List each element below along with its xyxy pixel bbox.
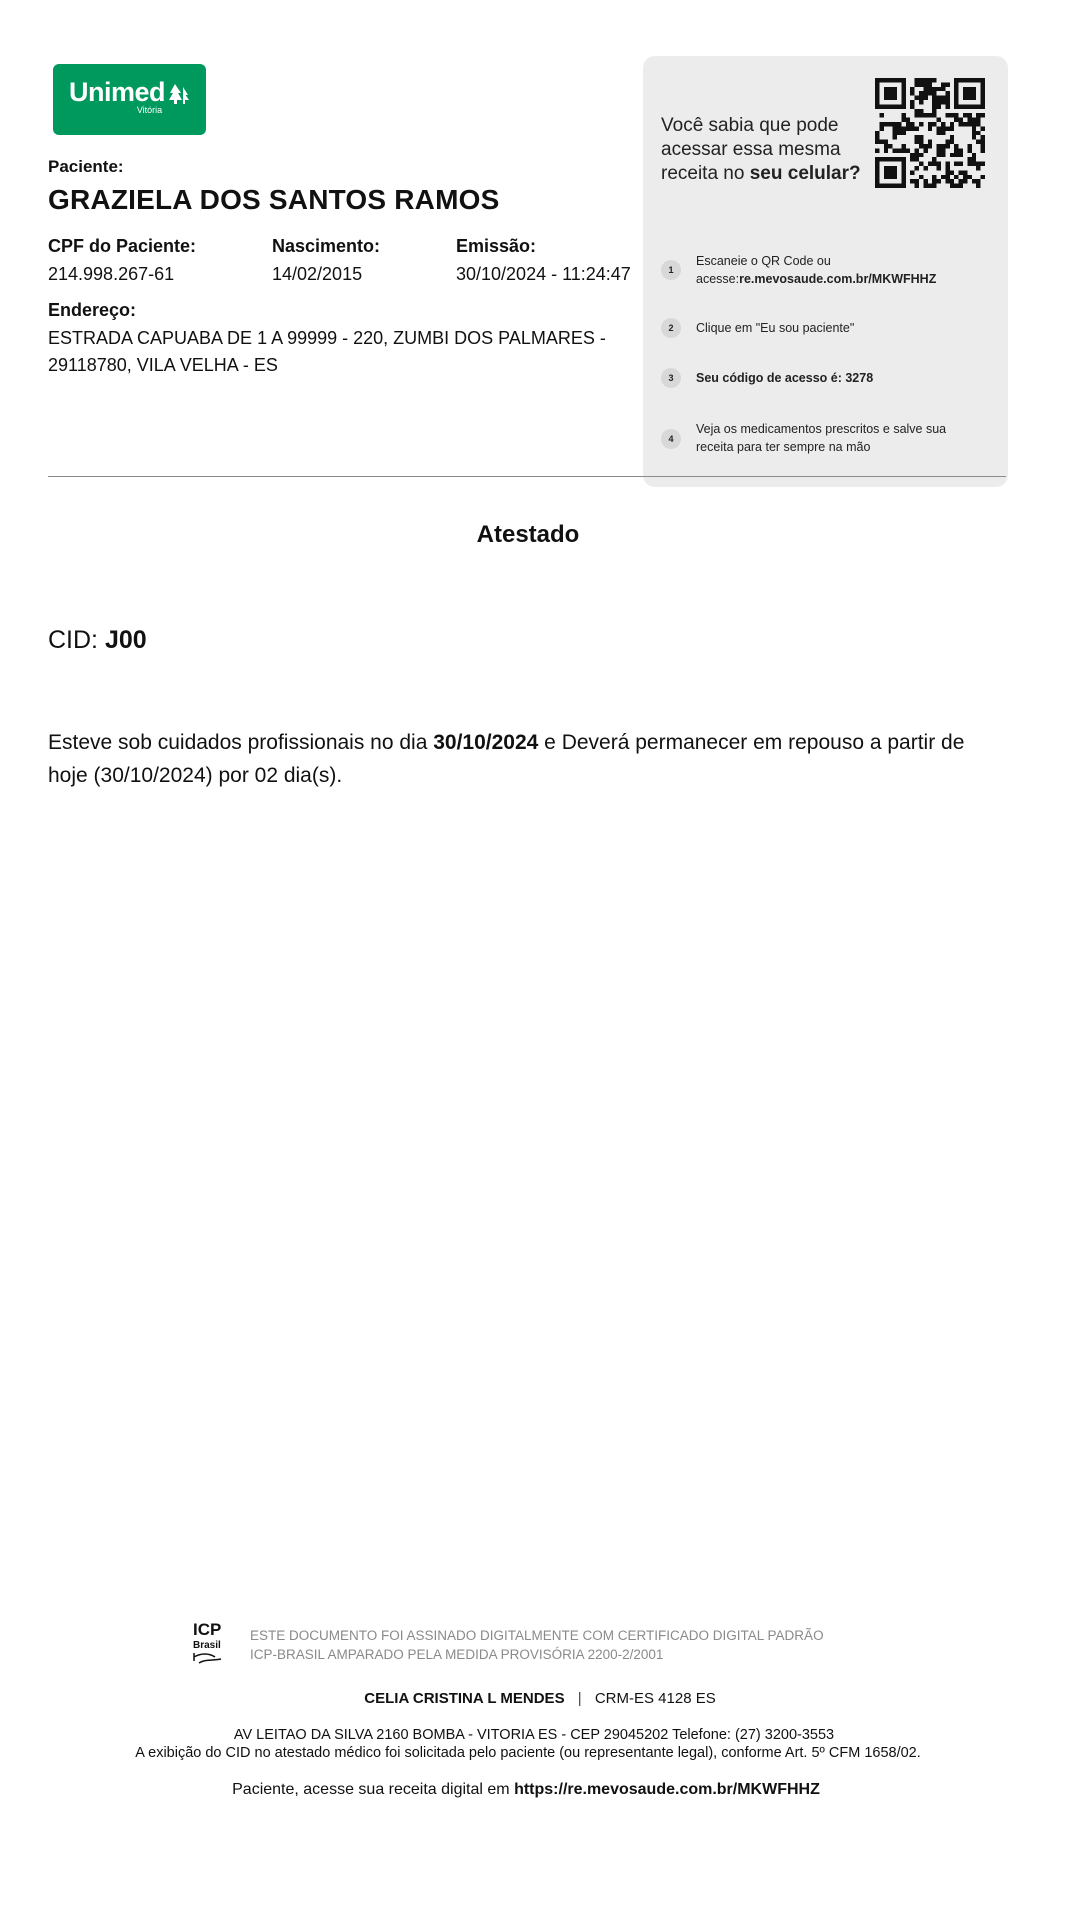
cid-value: J00 [104,626,147,654]
logo-name: Unimed [68,77,165,107]
step-number: 1 [661,260,681,280]
cid-line [48,626,147,655]
cid-label: CID: [48,626,105,654]
birth-label: Nascimento: [272,236,381,256]
patient-name: GRAZIELA DOS SANTOS RAMOS [48,184,500,215]
receipt-url-link[interactable]: https://re.mevosaude.com.br/MKWFHHZ [514,1781,820,1798]
header-divider [48,476,1006,477]
logo-subtitle: Vitória [136,105,163,115]
doctor-crm: CRM-ES 4128 ES [594,1690,716,1707]
address-line-2: 29118780, VILA VELHA - ES [48,355,278,375]
clinic-address: AV LEITAO DA SILVA 2160 BOMBA - VITORIA ES - CEP 29045202 Telefone: (27) 3200-3553 [233,1727,835,1743]
unimed-logo [53,64,206,135]
svg-text:Brasil: Brasil [193,1640,221,1651]
document-title: Atestado [476,521,580,548]
cid-notice: A exibição do CID no atestado médico foi solicitada pelo paciente (ou representante legal), conforme Art. 5º CFM 1658/02. [135,1745,921,1761]
step-number: 3 [661,368,681,388]
qr-access-link[interactable]: re.mevosaude.com.br/MKWFHHZ [739,272,937,286]
patient-label: Paciente: [48,157,124,176]
cpf-value: 214.998.267-61 [48,264,175,284]
step-number: 4 [661,429,681,449]
cpf-label: CPF do Paciente: [48,236,197,256]
access-code: Seu código de acesso é: 3278 [696,371,874,385]
step-number: 2 [661,318,681,338]
birth-value: 14/02/2015 [272,264,363,284]
qr-code[interactable] [875,78,985,188]
issue-value: 30/10/2024 - 11:24:47 [456,264,631,284]
digital-signature-notice: ESTE DOCUMENTO FOI ASSINADO DIGITALMENTE COM CERTIFICADO DIGITAL PADRÃO ICP-BRASIL AMPARADO PELA MEDIDA PROVISÓRIA 2200-2/2001 [250,1628,824,1662]
document-body: Esteve sob cuidados profissionais no dia 30/10/2024 e Deverá permanecer em repouso a partir de hoje (30/10/2024) por 02 dia(s). [48,731,965,787]
svg-text:ICP: ICP [193,1620,222,1639]
doctor-line: CELIA CRISTINA L MENDES | CRM-ES 4128 ES [364,1690,716,1707]
qr-panel-text: Você sabia que pode acessar essa mesma receita no seu celular? [661,115,861,184]
access-line: Paciente, acesse sua receita digital em https://re.mevosaude.com.br/MKWFHHZ [232,1781,820,1798]
address-line-1: ESTRADA CAPUABA DE 1 A 99999 - 220, ZUMBI DOS PALMARES - [48,328,606,348]
unimed-tree-icon [168,84,190,104]
doctor-name: CELIA CRISTINA L MENDES [364,1690,565,1707]
qr-info-panel: Você sabia que pode acessar essa mesma receita no seu celular? 1 Escaneie o QR Code ou acesse:re.mevosaude.com.br/MKWFHHZ 2 Clique em "Eu sou paciente" 3 Seu código de acesso é: 3278 4 Veja os medicamentos prescritos e salve sua receita para ter sempre na mão [643,56,1008,487]
address-label: Endereço: [48,300,137,320]
icp-brasil-logo [191,1619,231,1667]
issue-label: Emissão: [456,236,537,256]
